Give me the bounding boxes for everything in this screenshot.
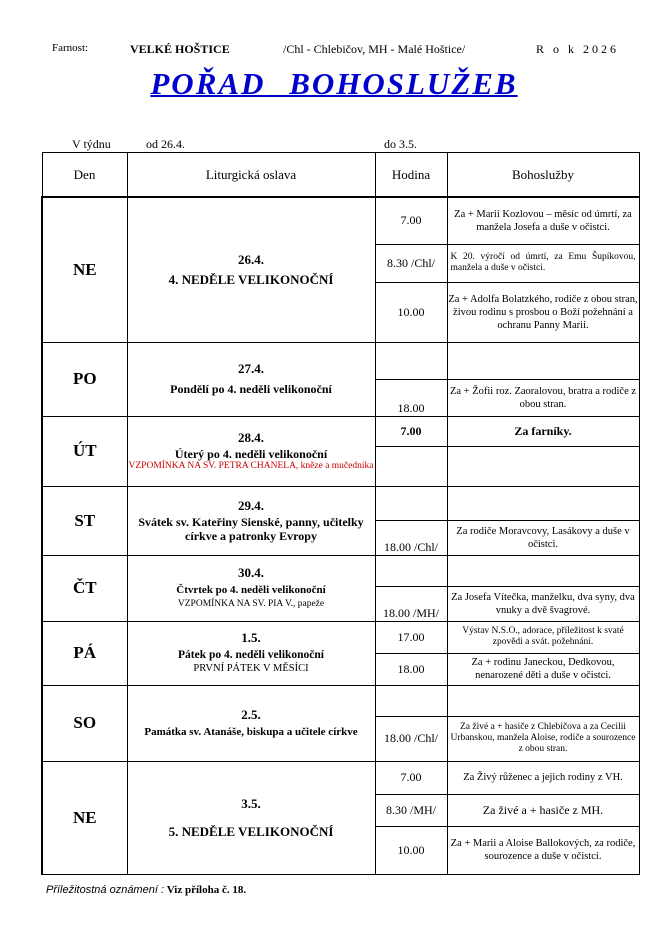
table-row <box>42 486 639 520</box>
celebration-title: Čtvrtek po 4. neděli velikonoční <box>176 583 326 596</box>
table-header-row <box>42 153 639 198</box>
announcements-note <box>46 884 246 896</box>
col-hour-header: Hodina <box>375 153 447 198</box>
mass-intention: Za + Žofii roz. Zaoralovou, bratra a rodiče z obou stran. <box>447 379 639 416</box>
day-name: ČT <box>42 555 127 621</box>
parish-label: Farnost: <box>52 42 89 54</box>
mass-hour: 7.00 <box>375 416 447 446</box>
mass-hour: 7.00 <box>375 197 447 244</box>
day-name: SO <box>42 685 127 761</box>
celebration-title: Úterý po 4. neděli velikonoční <box>174 446 328 461</box>
celebration-title: 4. NEDĚLE VELIKONOČNÍ <box>168 271 334 287</box>
mass-hour: 18.00 <box>375 653 447 685</box>
celebration-title: 5. NEDĚLE VELIKONOČNÍ <box>168 823 334 839</box>
celebration-date: 27.4. <box>238 361 264 376</box>
table-row <box>42 621 639 653</box>
celebration-cell <box>127 685 375 761</box>
week-from: od 26.4. <box>146 137 185 151</box>
mass-intention: Výstav N.S.O., adorace, příležitost k svaté zpovědi a svát. požehnání. <box>447 621 639 653</box>
mass-intention <box>447 486 639 520</box>
mass-intention <box>447 555 639 586</box>
week-label: V týdnu <box>72 137 111 151</box>
table-row <box>42 685 639 716</box>
celebration-cell <box>127 197 375 342</box>
mass-hour <box>375 555 447 586</box>
mass-hour <box>375 342 447 379</box>
mass-intention <box>447 685 639 716</box>
table-row <box>42 761 639 794</box>
parish-places: /Chl - Chlebičov, MH - Malé Hoštice/ <box>283 42 466 56</box>
mass-intention: Za + rodinu Janeckou, Dedkovou, nenarozené děti a duše v očistci. <box>447 653 639 685</box>
mass-hour: 18.00 <box>375 379 447 416</box>
mass-hour: 7.00 <box>375 761 447 794</box>
parish-name: VELKÉ HOŠTICE <box>130 42 230 56</box>
announcements-label: Příležitostná oznámení : <box>46 884 165 896</box>
celebration-cell <box>127 416 375 486</box>
table-row <box>42 416 639 446</box>
mass-intention: Za + Adolfa Bolatzkého, rodiče z obou stran, živou rodinu s prosbou o Boží požehnání a ochranu Panny Marii. <box>447 282 639 342</box>
mass-intention: Za + Marii Kozlovou – měsíc od úmrtí, za manžela Josefa a duše v očistci. <box>447 197 639 244</box>
mass-intention: Za Josefa Vítečka, manželku, dva syny, dva vnuky a dvě švagrové. <box>447 586 639 621</box>
celebration-title: Pondělí po 4. neděli velikonoční <box>170 382 332 396</box>
celebration-note: PRVNÍ PÁTEK V MĚSÍCI <box>193 662 309 674</box>
day-name: NE <box>42 761 127 874</box>
table-row <box>42 342 639 379</box>
mass-intention: K 20. výročí od úmrtí, za Emu Šupíkovou, manžela a duše v očistci. <box>447 244 639 282</box>
celebration-date: 30.4. <box>238 564 264 580</box>
celebration-date: 1.5. <box>241 629 261 645</box>
day-name: ST <box>42 486 127 555</box>
mass-intention <box>447 342 639 379</box>
celebration-note: VZPOMÍNKA NA SV. PETRA CHANELA, kněze a mučedníka <box>128 460 374 471</box>
day-name: PÁ <box>42 621 127 685</box>
mass-hour <box>375 486 447 520</box>
mass-intention: Za živé a + hasiče z Chlebičova a za Cecilii Urbanskou, manžela Aloise, rodiče a sourozence z obou stran. <box>447 716 639 761</box>
celebration-title: Památka sv. Atanáše, biskupa a učitele církve <box>144 725 358 738</box>
celebration-date: 26.4. <box>238 251 264 267</box>
mass-intention: Za Živý růženec a jejich rodiny z VH. <box>447 761 639 794</box>
celebration-title: Pátek po 4. neděli velikonoční <box>178 648 324 661</box>
celebration-date: 2.5. <box>241 706 261 722</box>
mass-intention <box>447 446 639 486</box>
celebration-cell <box>127 621 375 685</box>
schedule-table <box>41 152 640 875</box>
celebration-date: 3.5. <box>241 795 261 811</box>
mass-hour: 10.00 <box>375 282 447 342</box>
celebration-cell <box>127 486 375 555</box>
mass-intention: Za živé a + hasiče z MH. <box>447 794 639 826</box>
celebration-note: VZPOMÍNKA NA SV. PIA V., papeže <box>177 598 325 609</box>
mass-hour: 8.30 /Chl/ <box>375 244 447 282</box>
col-services-header: Bohoslužby <box>447 153 639 198</box>
day-name: PO <box>42 342 127 416</box>
mass-hour: 10.00 <box>375 826 447 874</box>
announcements-value: Viz příloha č. 18. <box>166 884 247 896</box>
mass-intention: Za + Marii a Aloise Ballokových, za rodiče, sourozence a duše v očistci. <box>447 826 639 874</box>
table-row <box>42 197 639 244</box>
celebration-cell <box>127 761 375 874</box>
mass-intention: Za farníky. <box>447 416 639 446</box>
mass-intention: Za rodiče Moravcovy, Lasákovy a duše v očistci. <box>447 520 639 555</box>
week-to: do 3.5. <box>384 137 417 151</box>
celebration-date: 28.4. <box>238 429 264 445</box>
celebration-cell <box>127 342 375 416</box>
col-celebration-header: Liturgická oslava <box>127 153 375 198</box>
mass-hour <box>375 446 447 486</box>
mass-hour: 18.00 /MH/ <box>375 586 447 621</box>
celebration-date: 29.4. <box>238 497 264 513</box>
mass-hour: 18.00 /Chl/ <box>375 716 447 761</box>
table-row <box>42 555 639 586</box>
celebration-title: Svátek sv. Kateřiny Sienské, panny, učitelky církve a patronky Evropy <box>138 514 364 543</box>
col-day-header: Den <box>42 153 127 198</box>
mass-hour: 17.00 <box>375 621 447 653</box>
day-name: ÚT <box>42 416 127 486</box>
celebration-cell <box>127 555 375 621</box>
mass-hour <box>375 685 447 716</box>
mass-hour: 18.00 /Chl/ <box>375 520 447 555</box>
page-title: POŘAD BOHOSLUŽEB <box>150 66 518 101</box>
day-name: NE <box>42 197 127 342</box>
mass-hour: 8.30 /MH/ <box>375 794 447 826</box>
year: R o k 2026 <box>536 42 620 56</box>
